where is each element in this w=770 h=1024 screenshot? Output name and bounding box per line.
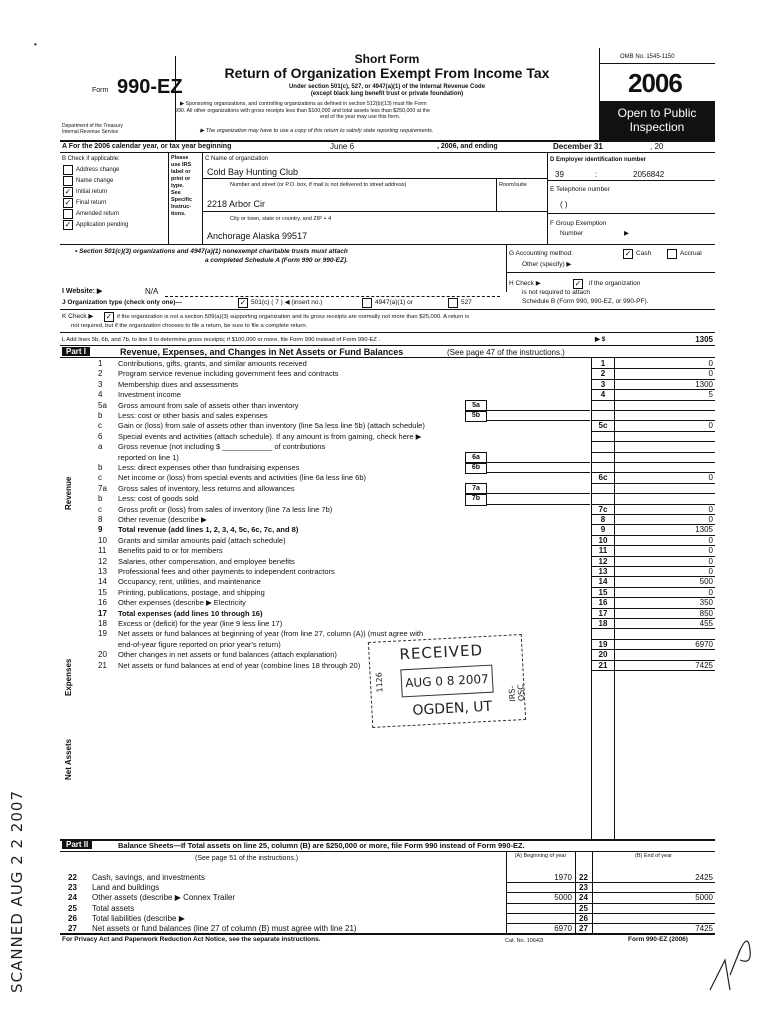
part-1-title: Revenue, Expenses, and Changes in Net Assets or Fund Balances <box>120 347 404 357</box>
line-description: Printing, publications, postage, and shipping <box>118 587 265 597</box>
part-2-title: Balance Sheets—If Total assets on line 25, column (B) are $250,000 or more, file Form 990 instead of Form 990-EZ. <box>118 841 525 850</box>
under-line-2: (except black lung benefit trust or private foundation) <box>310 91 464 97</box>
open-public-line-1: Open to Public <box>617 106 697 120</box>
group-exemption-label: F Group Exemption <box>550 220 607 227</box>
checkbox-amended-return[interactable] <box>63 209 73 219</box>
line-number: 3 <box>98 379 103 389</box>
line-description: Salaries, other compensation, and employee benefits <box>118 556 295 566</box>
website-label: I Website: ▶ <box>62 288 103 295</box>
line-number: 8 <box>98 515 103 524</box>
col-b-amount-field[interactable]: 7425 <box>695 924 713 933</box>
line-number: c <box>98 504 102 514</box>
checkbox-initial-return[interactable]: ✓ <box>64 187 72 196</box>
row-divider <box>506 903 715 904</box>
line-description: Gross amount from sale of assets other than inventory <box>118 400 299 410</box>
line-box-number: 21 <box>598 660 608 670</box>
line-description: Net assets or fund balances at end of year (combine lines 18 through 20) <box>118 660 361 670</box>
line-number: 7a <box>98 483 107 493</box>
please-line: See <box>171 190 181 196</box>
part-2-tag: Part II <box>62 840 92 849</box>
row-divider <box>591 493 715 494</box>
stamp-date: AUG 0 8 2007 <box>400 665 493 698</box>
check-k-label: K Check ▶ <box>62 313 94 320</box>
please-line: print or <box>171 176 191 182</box>
line-amount-field[interactable]: 5 <box>708 390 713 400</box>
check-k-line-2: not required, but if the organization chooses to file a return, be sure to file a complete return. <box>71 323 308 329</box>
line-number: 6 <box>98 431 103 441</box>
tax-year-end-year: , 20 <box>650 142 664 151</box>
line-amount-field[interactable]: 500 <box>699 577 713 587</box>
line-description: Total assets <box>92 903 135 913</box>
line-description: Grants and similar amounts paid (attach schedule) <box>118 535 286 545</box>
inner-box-label: 7a <box>465 483 487 495</box>
row-divider <box>591 483 715 484</box>
line-amount-field[interactable]: 455 <box>699 619 713 628</box>
phone-label: E Telephone number <box>550 186 610 193</box>
checkbox-501c[interactable]: ✓ <box>239 298 247 307</box>
line-number: 27 <box>68 924 77 933</box>
line-number: 2 <box>98 369 103 379</box>
phone-field[interactable]: ( ) <box>560 200 568 209</box>
line-description: Occupancy, rent, utilities, and maintenance <box>118 577 261 587</box>
line-number: 23 <box>68 883 77 893</box>
row-divider <box>506 913 715 914</box>
line-description: Net income or (loss) from special events and activities (line 6a less line 6b) <box>118 473 367 483</box>
line-description: Less: direct expenses other than fundraising expenses <box>118 463 300 472</box>
line-number: 15 <box>98 587 107 597</box>
line-number: b <box>98 494 103 504</box>
label-527: 527 <box>461 299 472 306</box>
arrow-icon: ▶ <box>624 230 629 237</box>
check-h-line-2: is not required to attach <box>522 289 590 296</box>
line-box-number: 26 <box>579 913 588 923</box>
line-description: Other assets (describe ▶ Connex Trailer <box>92 893 236 903</box>
line-box-number: 2 <box>600 369 606 379</box>
org-name-label: C Name of organization <box>205 156 269 162</box>
org-type-label: J Organization type (check only one)— <box>62 299 182 306</box>
row-divider <box>591 410 715 411</box>
stamp-code-left: 1126 <box>374 671 385 693</box>
label-4947: 4947(a)(1) or <box>375 299 413 306</box>
line-amount-field[interactable]: 6970 <box>695 639 713 649</box>
open-public-box <box>599 101 715 140</box>
line-box-number: 14 <box>598 577 608 587</box>
line-description: Net assets or fund balances (line 27 of column (B) must agree with line 21) <box>92 924 357 933</box>
line-description: Other changes in net assets or fund balances (attach explanation) <box>118 650 337 660</box>
line-box-number: 13 <box>598 567 608 576</box>
line-number: 17 <box>98 608 107 618</box>
line-description: Membership dues and assessments <box>118 379 239 389</box>
line-box-number: 24 <box>579 893 588 903</box>
section-501-note-1: • Section 501(c)(3) organizations and 4947(a)(1) nonexempt charitable trusts must attach <box>75 248 348 255</box>
line-number: 14 <box>98 577 107 587</box>
line-amount-field[interactable]: 0 <box>708 567 713 576</box>
line-description: Special events and activities (attach schedule). If any amount is from gaming, check here ▶ <box>118 431 422 441</box>
line-box-number: 17 <box>598 608 608 618</box>
irs-label: Internal Revenue Service <box>62 129 119 135</box>
line-a-label: A For the 2006 calendar year, or tax year beginning <box>62 143 232 150</box>
ein-field[interactable]: 2056842 <box>633 170 665 179</box>
line-number: 10 <box>98 535 107 545</box>
gross-receipts-field[interactable]: 1305 <box>695 335 713 344</box>
line-description: Investment income <box>118 390 181 400</box>
checkbox-application-pending[interactable]: ✓ <box>64 220 72 229</box>
line-description: Total revenue (add lines 1, 2, 3, 4, 5c, 6c, 7c, and 8) <box>118 525 299 535</box>
scan-mark-icon: • <box>34 40 37 49</box>
form-label: Form <box>92 87 109 94</box>
line-amount-field[interactable]: 0 <box>708 515 713 524</box>
line-box-number: 9 <box>600 525 606 535</box>
line-amount-field[interactable]: 0 <box>708 369 713 379</box>
label-name-change: Name change <box>76 178 114 184</box>
line-number: c <box>98 421 102 431</box>
checkbox-address-change[interactable] <box>63 165 73 175</box>
handwritten-initials-icon <box>700 920 760 1000</box>
line-description: Program service revenue including government fees and contracts <box>118 369 339 379</box>
line-amount-field[interactable]: 0 <box>708 546 713 556</box>
col-a-amount-field[interactable]: 6970 <box>554 924 572 933</box>
line-number: 25 <box>68 903 77 913</box>
line-box-number: 22 <box>579 873 588 882</box>
line-box-number: 16 <box>598 598 608 608</box>
line-box-number: 11 <box>598 546 608 556</box>
row-divider <box>591 431 715 432</box>
inner-box-label: 6a <box>465 452 487 464</box>
line-number: b <box>98 463 103 472</box>
line-number: 16 <box>98 598 107 608</box>
received-stamp <box>368 634 526 728</box>
label-initial-return: Initial return <box>76 189 108 195</box>
inner-amount-field[interactable] <box>487 410 590 421</box>
tax-year: 2006 <box>628 68 682 98</box>
line-amount-field[interactable]: 0 <box>708 504 713 514</box>
inner-amount-field[interactable] <box>487 462 590 473</box>
line-description: Less: cost of goods sold <box>118 494 199 504</box>
checkbox-name-change[interactable] <box>63 176 73 186</box>
line-description: Gain or (loss) from sale of assets other than inventory (line 5a less line 5b) (attach schedule) <box>118 421 425 431</box>
inner-box-label: 5a <box>465 400 487 412</box>
line-amount-field[interactable]: 0 <box>708 556 713 566</box>
please-line: Specific <box>171 197 193 203</box>
col-b-amount-field[interactable]: 5000 <box>695 893 713 903</box>
line-description: Gross sales of inventory, less returns and allowances <box>118 483 295 493</box>
line-box-number: 3 <box>600 379 606 389</box>
line-amount-field[interactable]: 0 <box>708 535 713 545</box>
line-box-number: 4 <box>600 390 606 400</box>
check-h-label: H Check ▶ <box>509 280 541 287</box>
website-field[interactable]: N/A <box>145 287 159 296</box>
group-exemption-label-2: Number <box>560 230 584 237</box>
accounting-other-label: Other (specify) ▶ <box>522 261 572 268</box>
line-number: 20 <box>98 650 107 660</box>
line-description: Total expenses (add lines 10 through 16) <box>118 608 263 618</box>
check-h-label-b: if the organization <box>589 280 641 287</box>
col-a-amount-field[interactable]: 1970 <box>554 873 572 882</box>
street-label: Number and street (or P.O. box, if mail is not delivered to street address) <box>230 182 407 188</box>
row-divider <box>591 441 715 442</box>
sponsor-line-1: ▶ Sponsoring organizations, and controlling organizations as defined in section 512(b)(13) must file Form <box>180 101 427 107</box>
line-description: Net assets or fund balances at beginning of year (from line 27, column (A)) (must agree with <box>118 629 424 639</box>
ein-prefix: 39 <box>555 170 564 179</box>
cat-number: Cat. No. 10642I <box>505 938 544 944</box>
line-description: Other revenue (describe ▶ <box>118 515 207 524</box>
label-address-change: Address change <box>76 167 120 173</box>
line-number: 18 <box>98 619 107 628</box>
label-501c: 501(c) ( 7 ) ◀ (insert no.) <box>251 299 323 306</box>
line-number: 4 <box>98 390 103 400</box>
row-divider <box>506 882 715 883</box>
line-number: 22 <box>68 873 77 882</box>
line-number: 5a <box>98 400 107 410</box>
line-box-number: 20 <box>598 650 608 660</box>
inner-box-label: 7b <box>465 493 487 505</box>
please-line: tions. <box>171 211 186 217</box>
tax-year-begin[interactable]: June 6 <box>330 142 355 151</box>
line-l-arrow: ▶ $ <box>595 336 606 343</box>
line-a-mid: , 2006, and ending <box>437 143 498 150</box>
line-number: b <box>98 411 103 420</box>
line-box-number: 1 <box>600 359 606 368</box>
row-divider <box>591 400 715 401</box>
line-amount-field[interactable]: 1300 <box>695 379 713 389</box>
line-number: 24 <box>68 893 77 903</box>
line-box-number: 10 <box>598 535 608 545</box>
line-box-number: 5c <box>598 421 608 431</box>
check-h-line-3: Schedule B (Form 990, 990-EZ, or 990-PF). <box>522 298 649 305</box>
checkbox-cash[interactable]: ✓ <box>624 249 632 258</box>
dept-label: Department of the Treasury <box>62 123 123 129</box>
line-amount-field[interactable]: 0 <box>708 359 713 368</box>
section-501-note-2: a completed Schedule A (Form 990 or 990-EZ). <box>205 257 348 264</box>
copy-note: ▶ The organization may have to use a copy of this return to satisfy state reporting requirements. <box>200 128 434 134</box>
side-label-revenue: Revenue <box>64 476 73 510</box>
line-number: 19 <box>98 629 107 639</box>
please-line: Instruc- <box>171 204 192 210</box>
line-number: 21 <box>98 660 107 670</box>
tax-year-end[interactable]: December 31 <box>553 142 603 151</box>
page-title: Return of Organization Exempt From Income Tax <box>224 65 550 81</box>
stamp-received: RECEIVED <box>399 641 484 664</box>
col-a-header: (A) Beginning of year <box>514 853 567 859</box>
line-box-number: 18 <box>598 619 608 628</box>
street-field[interactable]: 2218 Arbor Cir <box>207 199 266 209</box>
line-number: 9 <box>98 525 103 535</box>
line-description: Excess or (deficit) for the year (line 9 less line 17) <box>118 619 283 628</box>
please-line: Please <box>171 155 189 161</box>
stamp-scanned: SCANNED AUG 2 2 2007 <box>8 790 26 993</box>
label-application-pending: Application pending <box>76 222 129 228</box>
line-number: 26 <box>68 913 77 923</box>
checkbox-k[interactable]: ✓ <box>105 312 113 321</box>
section-b-title: B Check if applicable: <box>62 156 120 162</box>
sponsor-line-3: end of the year may use this form. <box>320 114 401 120</box>
please-print-note <box>171 155 192 218</box>
line-box-number: 8 <box>600 515 606 524</box>
line-number: a <box>98 442 103 452</box>
line-description: Benefits paid to or for members <box>118 546 223 556</box>
part-2-see: (See page 51 of the instructions.) <box>195 855 299 862</box>
line-description: Other expenses (describe ▶ Electricity <box>118 598 246 608</box>
ein-label: D Employer identification number <box>550 157 647 163</box>
inner-box-label: 6b <box>465 462 487 474</box>
stamp-code-right: IRS-OSC <box>507 683 527 702</box>
col-b-header: (B) End of year <box>635 853 672 859</box>
line-number: c <box>98 473 102 483</box>
line-box-number: 15 <box>598 587 608 597</box>
please-line: type. <box>171 183 184 189</box>
line-description: Land and buildings <box>92 883 160 893</box>
line-amount-field[interactable]: 0 <box>708 421 713 431</box>
line-description: Gross profit or (loss) from sales of inventory (line 7a less line 7b) <box>118 504 333 514</box>
checkbox-527[interactable] <box>448 298 458 308</box>
col-b-amount-field[interactable]: 2425 <box>695 873 713 882</box>
row-divider <box>591 670 715 671</box>
side-label-expenses: Expenses <box>64 658 73 696</box>
line-box-number: 6c <box>598 473 608 483</box>
city-field[interactable]: Anchorage Alaska 99517 <box>207 231 308 241</box>
line-description: Less: cost or other basis and sales expenses <box>118 411 268 420</box>
org-name-field[interactable]: Cold Bay Hunting Club <box>207 167 299 177</box>
ein-sep: : <box>595 170 598 179</box>
line-number: 11 <box>98 546 107 556</box>
line-number: 12 <box>98 556 107 566</box>
line-amount-field[interactable]: 0 <box>708 473 713 483</box>
label-cash: Cash <box>636 250 652 257</box>
checkbox-h[interactable]: ✓ <box>574 279 582 288</box>
privacy-notice: For Privacy Act and Paperwork Reduction Act Notice, see the separate instructions. <box>62 936 321 943</box>
line-description: Contributions, gifts, grants, and similar amounts received <box>118 359 307 368</box>
line-amount-field[interactable]: 350 <box>699 598 713 608</box>
label-amended-return: Amended return <box>76 211 120 217</box>
line-box-number: 27 <box>579 924 588 933</box>
line-description: end-of-year figure reported on prior year's return) <box>118 639 281 649</box>
label-accrual: Accrual <box>680 250 702 257</box>
form-number: 990-EZ <box>117 76 183 98</box>
city-label: City or town, state or country, and ZIP + 4 <box>230 216 332 222</box>
line-l-label: L Add lines 5b, 6b, and 7b, to line 9 to determine gross receipts; if $100,000 or more, file Form 990 instead of Form 990-EZ . <box>62 337 381 343</box>
sponsor-line-2: 990. All other organizations with gross receipts less than $100,000 and total assets less than $250,000 at the <box>175 108 431 114</box>
inner-amount-field[interactable] <box>487 493 590 504</box>
inner-box-label: 5b <box>465 410 487 422</box>
line-amount-field[interactable]: 1305 <box>695 525 713 535</box>
row-divider <box>591 452 715 453</box>
line-amount-field[interactable]: 850 <box>699 608 713 618</box>
title-small: Short Form <box>354 52 420 66</box>
line-number: 1 <box>98 359 103 368</box>
line-description: Gross revenue (not including $ ____________ of contributions <box>118 442 326 452</box>
check-k-text: if the organization is not a section 509(a)(3) supporting organization and its gross receipts are normally not more than $25,000. A return is <box>117 314 470 320</box>
line-box-number: 7c <box>598 504 608 514</box>
line-box-number: 12 <box>598 556 608 566</box>
checkbox-accrual[interactable] <box>667 249 677 259</box>
side-label-net-assets: Net Assets <box>64 738 73 780</box>
form-footer: Form 990-EZ (2006) <box>628 936 688 943</box>
col-a-amount-field[interactable]: 5000 <box>554 893 572 903</box>
label-final-return: Final return <box>76 200 107 206</box>
line-box-number: 25 <box>579 903 588 913</box>
line-amount-field[interactable]: 7425 <box>695 660 713 670</box>
line-description: Total liabilities (describe ▶ <box>92 913 185 923</box>
line-description: Professional fees and other payments to independent contractors <box>118 567 335 576</box>
please-line: use IRS <box>171 162 192 168</box>
part-1-tag: Part I <box>62 347 90 356</box>
stamp-ogden: OGDEN, UT <box>412 698 493 719</box>
line-box-number: 23 <box>579 883 588 893</box>
checkbox-final-return[interactable]: ✓ <box>64 198 72 207</box>
please-line: label or <box>171 169 191 175</box>
line-description: Cash, savings, and investments <box>92 873 205 882</box>
part-1-note: (See page 47 of the instructions.) <box>447 348 565 357</box>
line-description: reported on line 1) <box>118 452 179 462</box>
row-divider <box>591 462 715 463</box>
under-line-1: Under section 501(c), 527, or 4947(a)(1) of the Internal Revenue Code <box>288 84 486 90</box>
line-number: 13 <box>98 567 107 576</box>
line-box-number: 19 <box>598 639 608 649</box>
room-suite-label: Room/suite <box>499 182 527 188</box>
open-public-line-2: Inspection <box>629 120 685 134</box>
checkbox-4947[interactable] <box>362 298 372 308</box>
line-amount-field[interactable]: 0 <box>708 587 713 597</box>
accounting-method-label: G Accounting method: <box>509 250 573 257</box>
omb-number: OMB No. 1545-1150 <box>620 54 675 60</box>
row-divider <box>591 628 715 629</box>
